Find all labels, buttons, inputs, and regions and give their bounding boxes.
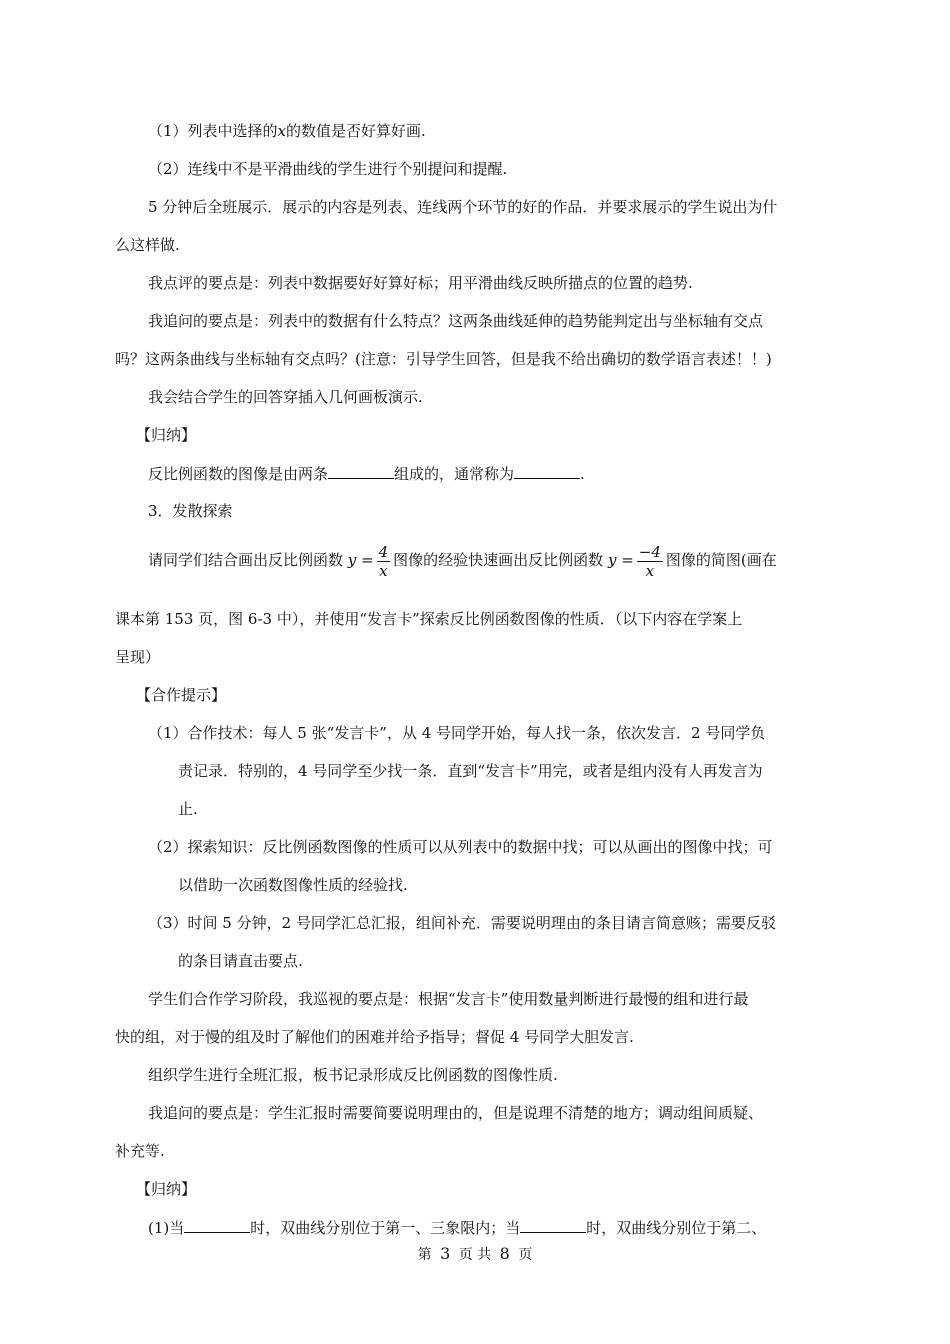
paragraph-line: （2）探索知识：反比例函数图像的性质可以从列表中的数据中找；可以从画出的图像中找；可 [148,838,773,856]
paragraph-line: 课本第 153 页，图 6-3 中），并使用“发言卡”探索反比例函数图像的性质．（以下内容在学案上 [115,610,743,628]
fraction: $\frac{-4}{x}$ [638,542,661,580]
paragraph-line: 快的组，对于慢的组及时了解他们的困难并给予指导；督促 4 号同学大胆发言. [115,1028,634,1046]
fraction: $\frac{4}{x}$ [378,542,389,580]
paragraph-line: 我追问的要点是：列表中的数据有什么特点？这两条曲线延伸的趋势能判定出与坐标轴有交点 [148,312,764,330]
answer-blank[interactable] [328,462,394,479]
paragraph-line: （3）时间 5 分钟，2 号同学汇总汇报，组间补充．需要说明理由的条目请言简意赅；需要反驳 [148,914,776,932]
paragraph-line: 我点评的要点是：列表中数据要好好算好标；用平滑曲线反映所描点的位置的趋势. [148,274,693,292]
section-heading: 【合作提示】 [136,686,227,704]
paragraph-line: 止. [178,800,198,818]
paragraph-line: （1）列表中选择的x的数值是否好算好画. [148,122,426,140]
paragraph-line: 呈现） [115,648,161,666]
paragraph-line: 么这样做. [115,236,180,254]
section-heading: 【归纳】 [136,426,197,444]
answer-blank[interactable] [520,1216,586,1233]
fill-in-blank-line: 反比例函数的图像是由两条 组成的，通常称为 . [148,462,585,485]
paragraph-line: （2）连线中不是平滑曲线的学生进行个别提问和提醒. [148,160,508,178]
paragraph-line: 吗？这两条曲线与坐标轴有交点吗？(注意：引导学生回答，但是我不给出确切的数学语言表述！！) [115,350,772,368]
formula-lhs: y = [347,551,374,569]
answer-blank[interactable] [184,1216,250,1233]
formula-line: 请同学们结合画出反比例函数 y = $\frac{4}{x}$ 图像的经验快速画出反比例函数 y = $\frac{-4}{x}$ 图像的简图(画在 [148,542,777,580]
paragraph-line: 5 分钟后全班展示．展示的内容是列表、连线两个环节的好的作品．并要求展示的学生说出为什 [148,198,778,216]
page-footer: 第 3 页 共 8 页 [417,1244,533,1263]
fill-in-blank-line: (1)当 时，双曲线分别位于第一、三象限内；当 时，双曲线分别位于第二、 [148,1216,766,1239]
page-number: 3 [440,1244,451,1263]
paragraph-line: 补充等. [115,1142,165,1160]
subsection-heading: 3．发散探索 [148,502,233,520]
paragraph-line: 学生们合作学习阶段，我巡视的要点是：根据“发言卡”使用数量判断进行最慢的组和进行最 [148,990,749,1008]
section-heading: 【归纳】 [136,1180,197,1198]
paragraph-line: 的条目请直击要点. [178,952,303,970]
paragraph-line: 责记录．特别的，4 号同学至少找一条．直到“发言卡”用完，或者是组内没有人再发言为 [178,762,763,780]
paragraph-line: （1）合作技术：每人 5 张“发言卡”，从 4 号同学开始，每人找一条，依次发言．2 号同学负 [148,724,766,742]
answer-blank[interactable] [514,462,580,479]
formula-lhs: y = [607,551,634,569]
paragraph-line: 我会结合学生的回答穿插入几何画板演示. [148,388,423,406]
paragraph-line: 以借助一次函数图像性质的经验找. [178,876,408,894]
paragraph-line: 我追问的要点是：学生汇报时需要简要说明理由的，但是说理不清楚的地方；调动组间质疑、 [148,1104,764,1122]
paragraph-line: 组织学生进行全班汇报，板书记录形成反比例函数的图像性质. [148,1066,558,1084]
page-total: 8 [499,1244,510,1263]
